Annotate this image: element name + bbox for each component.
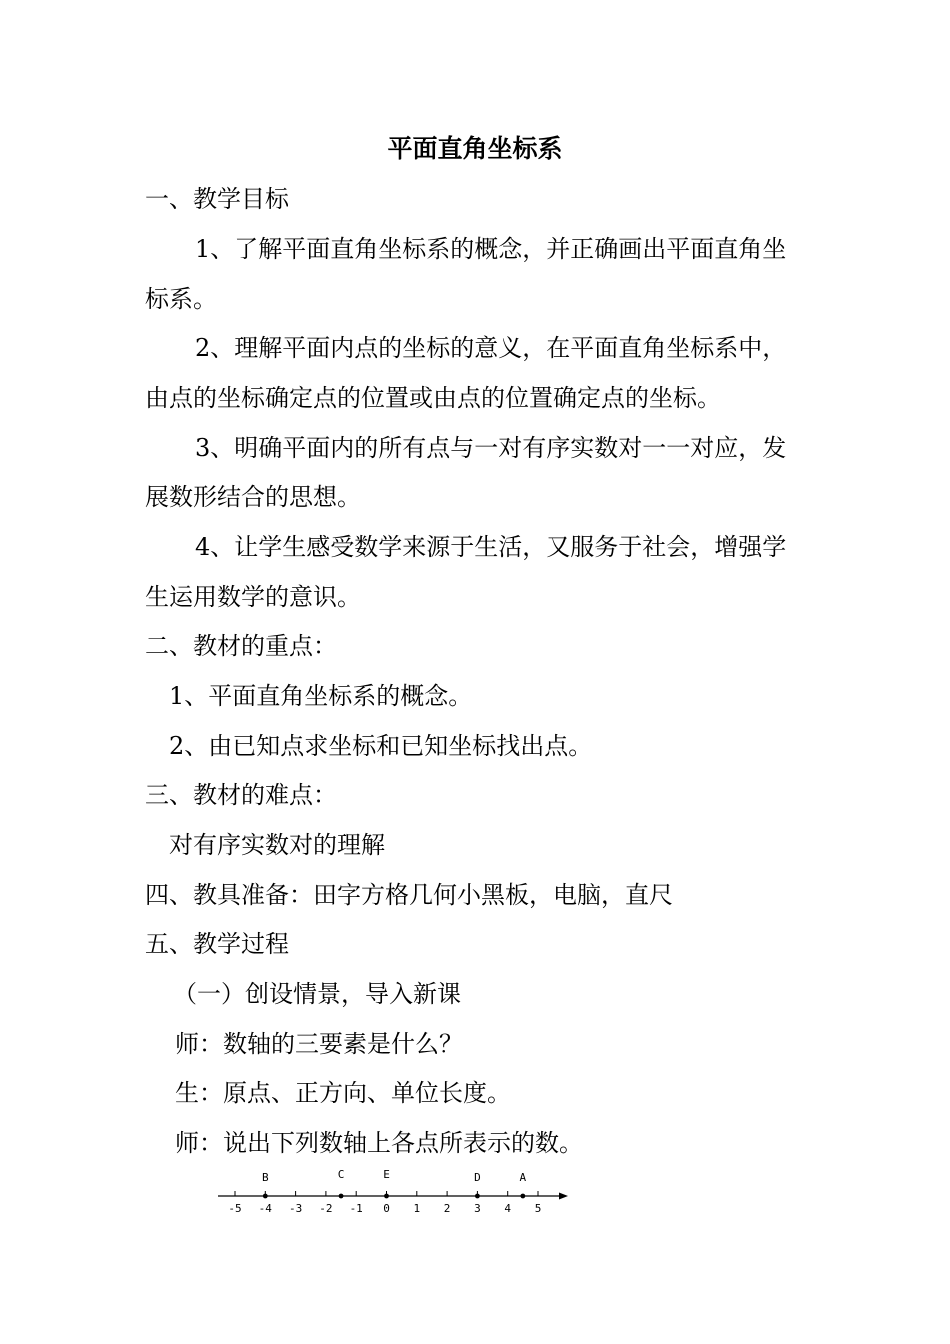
page-title: 平面直角坐标系 (387, 134, 563, 163)
section-heading: 一、教学目标 (145, 185, 289, 213)
tick-label: 5 (534, 1202, 542, 1215)
tick-label: 4 (504, 1202, 512, 1215)
tick-label: 1 (413, 1202, 421, 1215)
tick-label: -4 (258, 1202, 272, 1215)
paragraph-line: 2、理解平面内点的坐标的意义，在平面直角坐标系中， (195, 334, 787, 362)
tick-label: -3 (288, 1202, 303, 1215)
paragraph-line: 3、明确平面内的所有点与一对有序实数对一一对应，发 (195, 434, 787, 462)
point-marker (520, 1194, 525, 1199)
tick-label: 2 (443, 1202, 451, 1215)
paragraph-line: 展数形结合的思想。 (145, 483, 361, 511)
section-heading: 四、教具准备：田字方格几何小黑板，电脑，直尺 (145, 881, 673, 909)
tick-label: 3 (474, 1202, 481, 1215)
point-marker (263, 1194, 268, 1199)
paragraph-line: 生运用数学的意识。 (145, 583, 361, 611)
tick-label: -2 (319, 1202, 333, 1215)
paragraph-line: 师：数轴的三要素是什么？ (175, 1030, 463, 1058)
paragraph-line: 对有序实数对的理解 (169, 831, 385, 859)
paragraph-line: 1、平面直角坐标系的概念。 (169, 682, 473, 710)
point-label: E (383, 1168, 390, 1181)
tick-label: -1 (349, 1202, 363, 1215)
paragraph-line: 2、由已知点求坐标和已知坐标找出点。 (169, 732, 593, 760)
point-marker (384, 1194, 389, 1199)
paragraph-line: 师：说出下列数轴上各点所表示的数。 (175, 1129, 583, 1157)
number-line-figure (210, 1163, 580, 1223)
paragraph-line: 生：原点、正方向、单位长度。 (175, 1079, 511, 1107)
tick-label: -5 (228, 1202, 242, 1215)
paragraph-line: 1、了解平面直角坐标系的概念，并正确画出平面直角坐 (195, 235, 787, 263)
point-label: A (519, 1171, 527, 1184)
tick-label: 0 (383, 1202, 390, 1215)
arrow-head-icon (559, 1193, 568, 1200)
paragraph-line: 标系。 (145, 285, 217, 313)
point-label: C (337, 1168, 345, 1181)
section-heading: 五、教学过程 (145, 930, 289, 958)
point-marker (339, 1194, 344, 1199)
point-label: B (261, 1171, 269, 1184)
paragraph-line: （一）创设情景，导入新课 (173, 980, 461, 1008)
point-label: D (474, 1171, 481, 1184)
paragraph-line: 由点的坐标确定点的位置或由点的位置确定点的坐标。 (145, 384, 721, 412)
section-heading: 三、教材的难点： (145, 781, 337, 809)
section-heading: 二、教材的重点： (145, 632, 337, 660)
paragraph-line: 4、让学生感受数学来源于生活，又服务于社会，增强学 (195, 533, 787, 561)
point-marker (475, 1194, 480, 1199)
